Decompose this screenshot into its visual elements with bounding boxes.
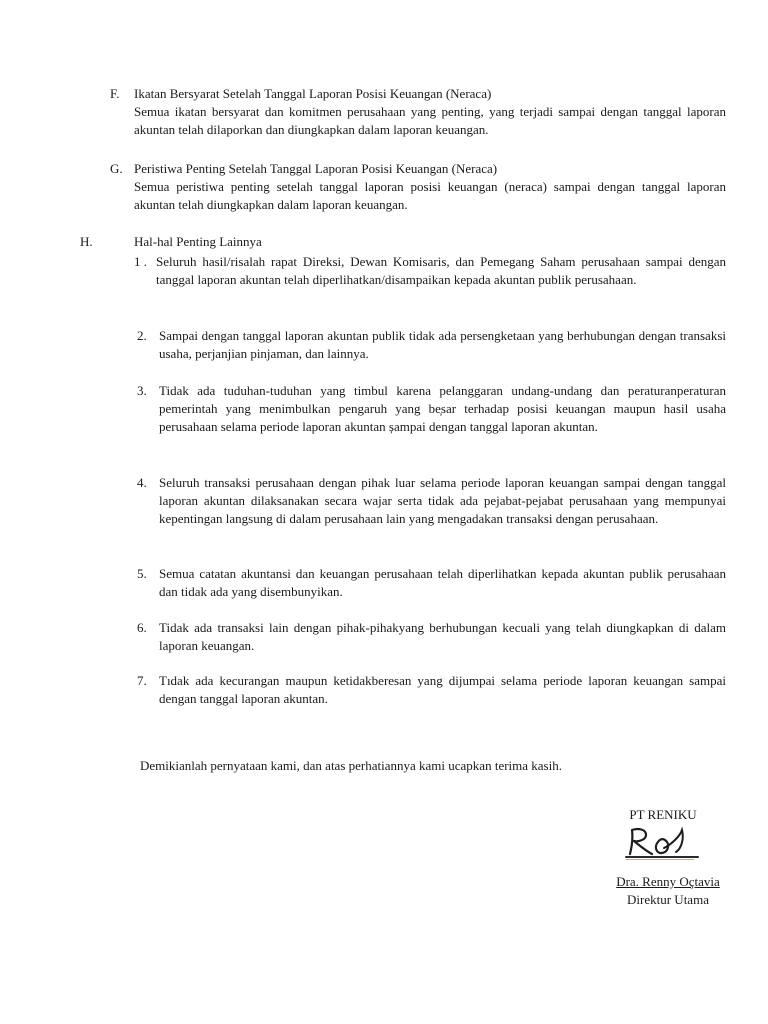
signature-image bbox=[624, 824, 704, 862]
list-item-number: 2. bbox=[137, 328, 147, 343]
list-item-text: Tidak ada tuduhan-tuduhan yang timbul karena pelanggaran undang-undang dan peraturanperaturan pemerintah yang menimbulkan pengaruh yang be̦sar terhadap posisi keuangan maupun hasil usaha perusahaan selama periode laporan akuntan șampai dengan tanggal laporan akuntan. bbox=[159, 383, 726, 434]
list-item-number: 5. bbox=[137, 566, 147, 581]
section-f-title: Ikatan Bersyarat Setelah Tanggal Laporan Posisi Keuangan (Neraca) bbox=[134, 86, 492, 101]
company-name: PT RENIKU bbox=[629, 807, 697, 822]
list-item-text: Seluruh hasil/risalah rapat Direksi, Dewan Komisaris, dan Pemegang Saham perusahaan sampai dengan tanggal laporan akuntan telah diperlihatkan/disampaikan kepada akuntan publik perusahaan. bbox=[156, 254, 726, 287]
list-item-number: 1 . bbox=[134, 254, 147, 269]
list-item-number: 6. bbox=[137, 620, 147, 635]
signer-name: Dra. Renny Oçtavia bbox=[616, 874, 720, 889]
section-g-letter: G. bbox=[110, 161, 123, 176]
list-item-text: Seluruh transaksi perusahaan dengan pihak luar selama periode laporan keuangan sampai dengan tanggal laporan akuntan dilaksanakan secara wajar serta tidak ada pejabat-pejabat perusahaan yang mempunyai kepentingan langsung di dalam perusahaan lain yang mengadakan transaksi dengan perusahaan. bbox=[159, 475, 726, 526]
section-f-body: Semua ikatan bersyarat dan komitmen perusahaan yang penting, yang terjadi sampai dengan tanggal laporan akuntan telah dilaporkan dan diungkapkan dalam laporan keuangan. bbox=[134, 104, 726, 137]
signer-position: Direktur Utama bbox=[627, 892, 709, 907]
closing-statement: Demikianlah pernyataan kami, dan atas perhatiannya kami ucapkan terima kasih. bbox=[140, 758, 562, 773]
list-item-text: Sampai dengan tanggal laporan akuntan publik tidak ada persengketaan yang berhubungan dengan transaksi usaha, perjanjian pinjaman, dan lainnya. bbox=[159, 328, 726, 361]
list-item-number: 4. bbox=[137, 475, 147, 490]
section-g-title: Peristiwa Penting Setelah Tanggal Laporan Posisi Keuangan (Neraca) bbox=[134, 161, 498, 176]
list-item-text: Tıdak ada kecurangan maupun ketidakberesan yang dijumpai selama periode laporan keuangan sampai dengan tanggal laporan akuntan. bbox=[159, 673, 726, 706]
list-item-number: 7. bbox=[137, 673, 147, 688]
list-item-text: Semua catatan akuntansi dan keuangan perusahaan telah diperlihatkan kepada akuntan publik perusahaan dan tidak ada yang disembunyikan. bbox=[159, 566, 726, 599]
list-item-number: 3. bbox=[137, 383, 147, 398]
section-g-body: Semua peristiwa penting setelah tanggal laporan posisi keuangan (neraca) sampai dengan tanggal laporan akuntan telah diungkapkan dalam laporan keuangan. bbox=[134, 179, 726, 212]
section-h-letter: H. bbox=[80, 234, 93, 249]
section-h-title: Hal-hal Penting Lainnya bbox=[134, 234, 262, 249]
list-item-text: Tidak ada transaksi lain dengan pihak-pihakyang berhubungan kecuali yang telah diungkapkan di dalam laporan keuangan. bbox=[159, 620, 726, 653]
signature-svg bbox=[624, 824, 704, 862]
section-f-letter: F. bbox=[110, 86, 120, 101]
